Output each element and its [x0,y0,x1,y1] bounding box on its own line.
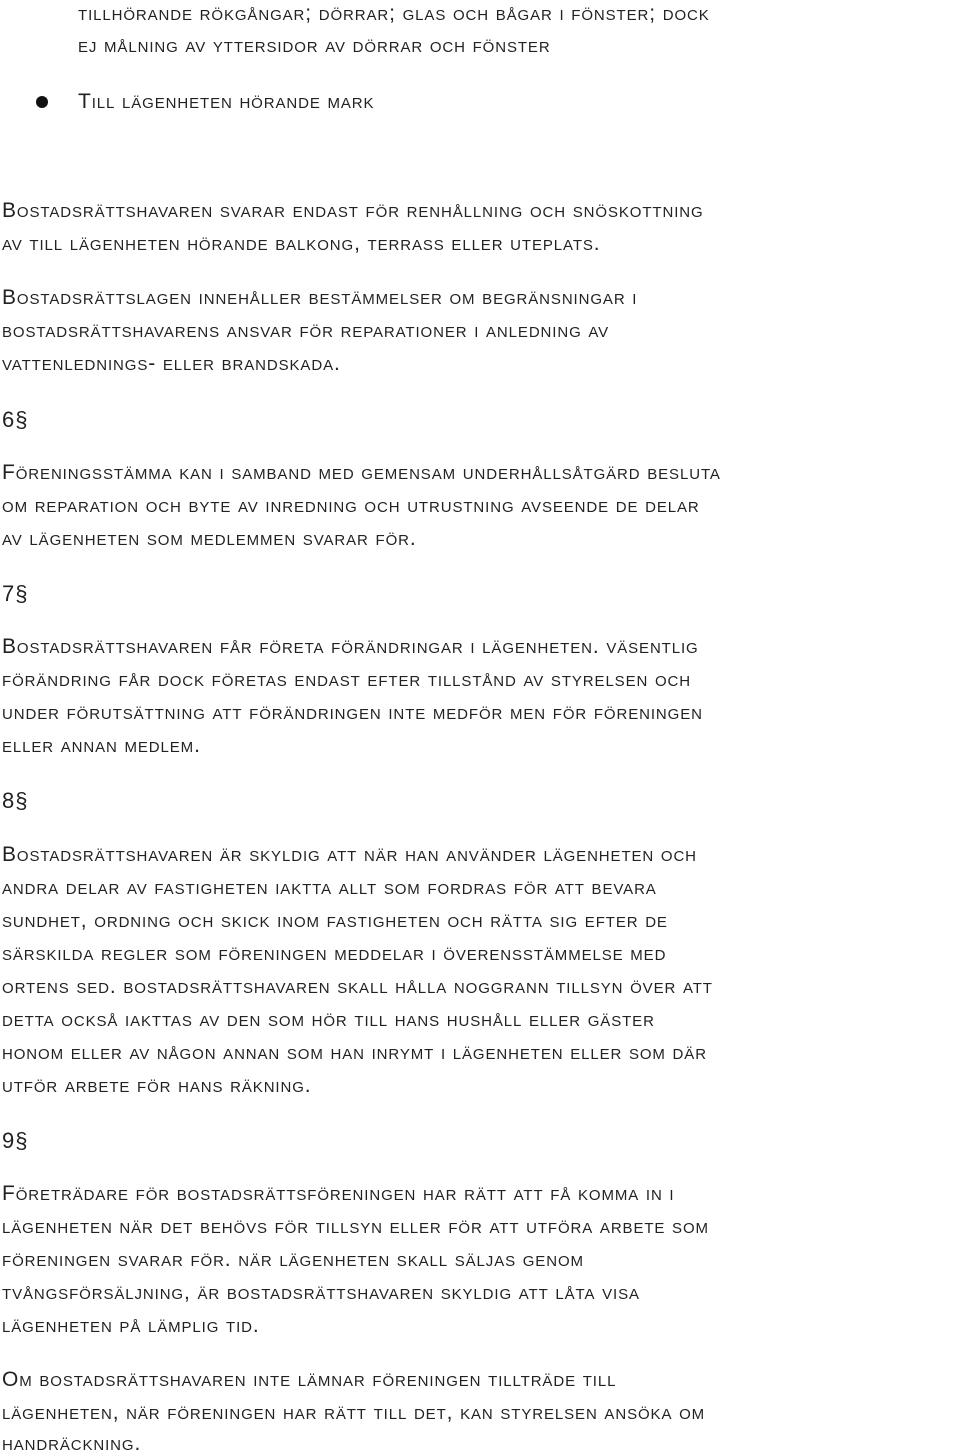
paragraph-line: bostadsrättshavarens ansvar för reparationer i anledning av [2,319,610,342]
paragraph-line: vattenlednings- eller brandskada. [2,352,341,375]
paragraph-line: Bostadsrättshavaren svarar endast för renhållning och snöskottning [2,199,704,222]
paragraph-line: ortens sed. bostadsrättshavaren skall hålla noggrann tillsyn över att [2,975,713,998]
paragraph-line: Föreningsstämma kan i samband med gemensam underhållsåtgärd besluta [2,461,721,484]
paragraph-line: Bostadsrättshavaren får företa förändringar i lägenheten. väsentlig [2,635,699,658]
list-item: Till lägenheten hörande mark [78,90,375,113]
section-heading: 7§ [2,581,29,606]
paragraph-line: tvångsförsäljning, är bostadsrättshavaren skyldig att låta visa [2,1281,640,1304]
paragraph-line: lägenheten när det behövs för tillsyn eller för att utföra arbete som [2,1215,709,1238]
paragraph-line: detta också iakttas av den som hör till hans hushåll eller gäster [2,1008,655,1031]
paragraph-line: lägenheten på lämplig tid. [2,1314,260,1337]
section-heading: 9§ [2,1128,29,1153]
paragraph-line: utför arbete för hans räkning. [2,1074,312,1097]
paragraph-line: under förutsättning att förändringen inte medför men för föreningen [2,701,703,724]
list-item-continuation: ej målning av yttersidor av dörrar och fönster [78,34,551,57]
paragraph-line: honom eller av någon annan som han inrymt i lägenheten eller som där [2,1041,707,1064]
paragraph-line: föreningen svarar för. när lägenheten skall säljas genom [2,1248,584,1271]
paragraph-line: eller annan medlem. [2,734,201,757]
section-heading: 6§ [2,407,29,432]
paragraph-line: andra delar av fastigheten iaktta allt som fordras för att bevara [2,876,657,899]
paragraph-line: om reparation och byte av inredning och utrustning avseende de delar [2,494,700,517]
paragraph-line: lägenheten, när föreningen har rätt till det, kan styrelsen ansöka om [2,1401,706,1424]
paragraph-line: av lägenheten som medlemmen svarar för. [2,527,417,550]
paragraph-line: handräckning. [2,1432,142,1455]
bullet-icon [36,96,48,108]
paragraph-line: sundhet, ordning och skick inom fastigheten och rätta sig efter de [2,909,668,932]
paragraph-line: Om bostadsrättshavaren inte lämnar föreningen tillträde till [2,1368,617,1391]
paragraph-line: Företrädare för bostadsrättsföreningen har rätt att få komma in i [2,1182,675,1205]
list-item-continuation: tillhörande rökgångar; dörrar; glas och bågar i fönster; dock [78,2,710,25]
paragraph-line: av till lägenheten hörande balkong, terrass eller uteplats. [2,232,601,255]
paragraph-line: Bostadsrättslagen innehåller bestämmelser om begränsningar i [2,286,638,309]
paragraph-line: förändring får dock företas endast efter tillstånd av styrelsen och [2,668,691,691]
section-heading: 8§ [2,788,29,813]
paragraph-line: särskilda regler som föreningen meddelar i överensstämmelse med [2,942,667,965]
paragraph-line: Bostadsrättshavaren är skyldig att när han använder lägenheten och [2,843,697,866]
